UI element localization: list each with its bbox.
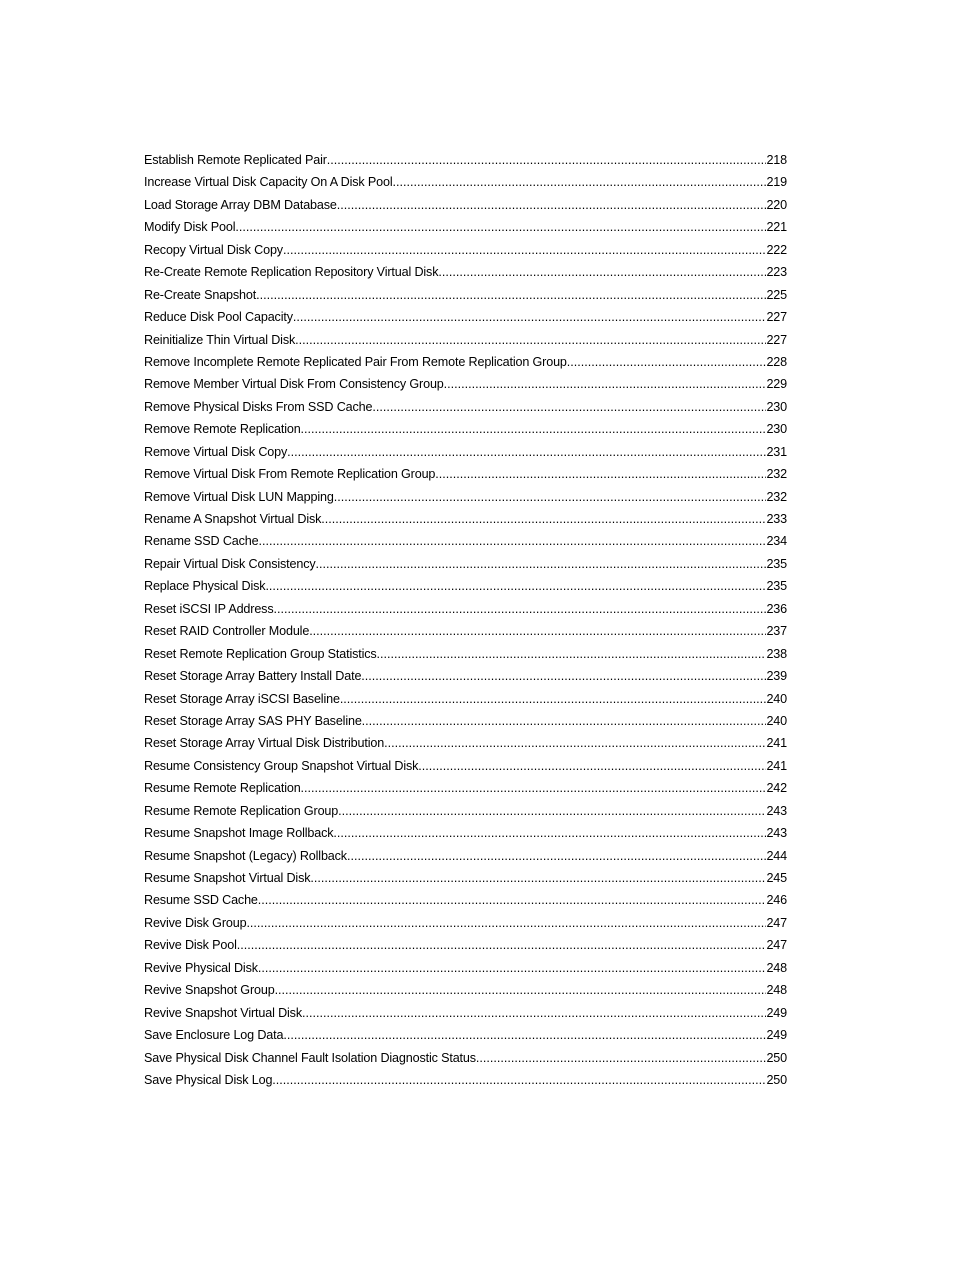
toc-entry-page-number[interactable]: 244: [766, 848, 787, 863]
toc-entry[interactable]: [144, 396, 787, 418]
toc-entry-title[interactable]: Reset Storage Array Virtual Disk Distribution: [144, 736, 385, 751]
toc-entry-page-number[interactable]: 241: [766, 758, 787, 773]
toc-dot-leader: [265, 575, 766, 597]
toc-entry[interactable]: [144, 934, 787, 956]
toc-entry-page-number[interactable]: 225: [766, 287, 787, 302]
toc-dot-leader: [435, 463, 766, 485]
toc-entry[interactable]: [144, 867, 787, 889]
toc-entry[interactable]: [144, 1069, 787, 1091]
toc-dot-leader: [567, 351, 767, 373]
toc-entry-page-number[interactable]: 250: [766, 1050, 787, 1065]
toc-entry-title[interactable]: Re-Create Remote Replication Repository Virtual Disk: [144, 265, 439, 280]
toc-entry[interactable]: [144, 710, 787, 732]
toc-entry-title[interactable]: Replace Physical Disk: [144, 579, 266, 594]
toc-entry-page-number[interactable]: 248: [766, 983, 787, 998]
toc-dot-leader: [438, 261, 766, 283]
toc-entry-page-number[interactable]: 234: [766, 534, 787, 549]
toc-dot-leader: [275, 979, 767, 1001]
toc-entry[interactable]: [144, 171, 787, 193]
toc-entry-title[interactable]: Revive Snapshot Virtual Disk: [144, 1005, 302, 1020]
toc-entry[interactable]: [144, 822, 787, 844]
toc-entry-page-number[interactable]: 230: [766, 422, 787, 437]
toc-dot-leader: [258, 889, 767, 911]
toc-entry-title[interactable]: Increase Virtual Disk Capacity On A Disk Pool: [144, 175, 393, 190]
toc-entry-title[interactable]: Reset Remote Replication Group Statistics: [144, 646, 377, 661]
toc-dot-leader: [338, 800, 766, 822]
toc-entry-title[interactable]: Resume Snapshot Virtual Disk: [144, 871, 311, 885]
toc-entry-title[interactable]: Establish Remote Replicated Pair: [144, 153, 327, 167]
toc-entry-title[interactable]: Remove Physical Disks From SSD Cache: [144, 399, 373, 414]
toc-entry-page-number[interactable]: 233: [766, 512, 787, 526]
toc-entry[interactable]: [144, 463, 787, 485]
toc-entry[interactable]: [144, 1002, 787, 1024]
toc-entry-page-number[interactable]: 230: [766, 399, 787, 414]
toc-entry-page-number[interactable]: 247: [766, 938, 787, 953]
toc-entry[interactable]: [144, 329, 787, 351]
toc-entry[interactable]: [144, 755, 787, 777]
toc-entry-page-number[interactable]: 219: [766, 175, 787, 190]
toc-entry-page-number[interactable]: 237: [766, 624, 787, 639]
toc-entry[interactable]: [144, 530, 787, 552]
toc-entry-page-number[interactable]: 243: [766, 826, 787, 841]
toc-entry-title[interactable]: Remove Member Virtual Disk From Consistency Group: [144, 377, 444, 392]
toc-dot-leader: [237, 934, 767, 956]
toc-dot-leader: [347, 845, 766, 867]
toc-entry[interactable]: [144, 284, 787, 306]
toc-dot-leader: [273, 598, 766, 620]
toc-entry[interactable]: [144, 1024, 787, 1046]
toc-entry[interactable]: [144, 351, 787, 373]
toc-entry-page-number[interactable]: 232: [766, 467, 787, 482]
toc-entry-title[interactable]: Repair Virtual Disk Consistency: [144, 556, 316, 571]
toc-entry[interactable]: [144, 306, 787, 328]
toc-entry-title[interactable]: Save Enclosure Log Data: [144, 1028, 284, 1043]
toc-entry-title[interactable]: Revive Disk Group: [144, 915, 247, 930]
toc-dot-leader: [316, 553, 767, 575]
toc-dot-leader: [377, 643, 767, 665]
toc-entry-title[interactable]: Reset Storage Array SAS PHY Baseline: [144, 713, 362, 728]
toc-entry-title[interactable]: Remove Virtual Disk From Remote Replication Group: [144, 467, 436, 482]
toc-dot-leader: [384, 732, 766, 754]
toc-dot-leader: [372, 396, 766, 418]
toc-entry[interactable]: [144, 845, 787, 867]
toc-entry-page-number[interactable]: 240: [766, 691, 787, 706]
toc-entry[interactable]: [144, 553, 787, 575]
toc-entry[interactable]: [144, 665, 787, 687]
toc-entry-page-number[interactable]: 221: [766, 220, 787, 235]
toc-entry[interactable]: [144, 643, 787, 665]
toc-dot-leader: [362, 710, 767, 732]
toc-entry[interactable]: [144, 261, 787, 283]
toc-entry-title[interactable]: Reduce Disk Pool Capacity: [144, 310, 293, 325]
toc-dot-leader: [235, 216, 766, 238]
toc-entry-page-number[interactable]: 222: [766, 242, 787, 257]
toc-dot-leader: [293, 306, 767, 328]
toc-entry-title[interactable]: Recopy Virtual Disk Copy: [144, 242, 283, 257]
toc-dot-leader: [340, 688, 767, 710]
toc-entry-page-number[interactable]: 227: [766, 310, 787, 325]
toc-entry-page-number[interactable]: 248: [766, 960, 787, 975]
toc-entry-page-number[interactable]: 236: [766, 601, 787, 616]
toc-dot-leader: [283, 239, 766, 261]
toc-entry[interactable]: [144, 979, 787, 1001]
toc-entry-title[interactable]: Modify Disk Pool: [144, 220, 236, 235]
toc-entry-page-number[interactable]: 220: [766, 197, 787, 212]
toc-entry[interactable]: [144, 149, 787, 171]
toc-entry[interactable]: [144, 800, 787, 822]
table-of-contents: [144, 149, 787, 1091]
toc-entry[interactable]: [144, 912, 787, 934]
toc-entry-page-number[interactable]: 250: [766, 1072, 787, 1087]
toc-entry-title[interactable]: Reset iSCSI IP Address: [144, 601, 274, 616]
toc-entry-page-number[interactable]: 242: [766, 781, 787, 796]
toc-entry[interactable]: [144, 575, 787, 597]
toc-dot-leader: [337, 194, 767, 216]
toc-entry[interactable]: [144, 194, 787, 216]
toc-dot-leader: [444, 373, 767, 395]
toc-dot-leader: [309, 620, 766, 642]
toc-entry[interactable]: [144, 1047, 787, 1069]
toc-entry-page-number[interactable]: 245: [766, 871, 787, 885]
toc-entry-title[interactable]: Resume Remote Replication: [144, 781, 301, 796]
toc-entry-title[interactable]: Save Physical Disk Channel Fault Isolation Diagnostic Status: [144, 1050, 476, 1065]
toc-entry[interactable]: [144, 889, 787, 911]
toc-entry-page-number[interactable]: 232: [766, 489, 787, 504]
toc-entry[interactable]: [144, 373, 787, 395]
toc-entry-page-number[interactable]: 239: [766, 669, 787, 684]
toc-entry-page-number[interactable]: 218: [766, 153, 787, 167]
toc-entry-title[interactable]: Rename SSD Cache: [144, 534, 259, 549]
toc-dot-leader: [321, 508, 766, 530]
toc-entry-title[interactable]: Reset Storage Array iSCSI Baseline: [144, 691, 340, 706]
toc-entry-page-number[interactable]: 235: [766, 556, 787, 571]
toc-entry[interactable]: [144, 239, 787, 261]
toc-entry-page-number[interactable]: 247: [766, 915, 787, 930]
toc-dot-leader: [283, 1024, 766, 1046]
toc-dot-leader: [334, 486, 767, 508]
toc-entry-title[interactable]: Reset RAID Controller Module: [144, 624, 310, 639]
toc-entry-page-number[interactable]: 229: [766, 377, 787, 392]
toc-entry-page-number[interactable]: 238: [766, 646, 787, 661]
toc-entry[interactable]: [144, 732, 787, 754]
toc-entry-title[interactable]: Resume Consistency Group Snapshot Virtual Disk: [144, 758, 419, 773]
toc-entry-title[interactable]: Remove Virtual Disk LUN Mapping: [144, 489, 334, 504]
toc-dot-leader: [246, 912, 766, 934]
toc-entry-title[interactable]: Resume Remote Replication Group: [144, 803, 339, 818]
toc-dot-leader: [418, 755, 766, 777]
toc-entry-page-number[interactable]: 240: [766, 713, 787, 728]
toc-dot-leader: [259, 530, 767, 552]
toc-entry[interactable]: [144, 957, 787, 979]
toc-dot-leader: [333, 822, 766, 844]
toc-entry-title[interactable]: Revive Snapshot Group: [144, 983, 275, 998]
toc-entry-title[interactable]: Save Physical Disk Log: [144, 1072, 273, 1087]
toc-entry-page-number[interactable]: 249: [766, 1028, 787, 1043]
toc-dot-leader: [327, 149, 767, 171]
toc-dot-leader: [258, 957, 767, 979]
toc-entry[interactable]: [144, 441, 787, 463]
toc-dot-leader: [301, 418, 767, 440]
toc-entry-page-number[interactable]: 228: [766, 354, 787, 369]
toc-dot-leader: [295, 329, 766, 351]
toc-entry-title[interactable]: Load Storage Array DBM Database: [144, 197, 337, 212]
toc-entry-title[interactable]: Remove Virtual Disk Copy: [144, 444, 288, 459]
toc-entry-title[interactable]: Remove Remote Replication: [144, 422, 301, 437]
toc-dot-leader: [302, 1002, 766, 1024]
toc-dot-leader: [256, 284, 766, 306]
toc-entry[interactable]: [144, 508, 787, 530]
toc-entry-page-number[interactable]: 243: [766, 803, 787, 818]
toc-entry[interactable]: [144, 486, 787, 508]
toc-entry-title[interactable]: Reinitialize Thin Virtual Disk: [144, 332, 296, 347]
toc-entry-title[interactable]: Revive Physical Disk: [144, 960, 258, 975]
toc-entry-title[interactable]: Resume Snapshot Image Rollback: [144, 826, 334, 841]
toc-entry-page-number[interactable]: 227: [766, 332, 787, 347]
toc-entry-page-number[interactable]: 249: [766, 1005, 787, 1020]
toc-dot-leader: [310, 867, 766, 889]
toc-entry-page-number[interactable]: 231: [766, 444, 787, 459]
toc-entry-title[interactable]: Rename A Snapshot Virtual Disk: [144, 512, 322, 526]
toc-entry[interactable]: [144, 216, 787, 238]
toc-entry[interactable]: [144, 598, 787, 620]
toc-entry-title[interactable]: Resume SSD Cache: [144, 893, 258, 908]
toc-dot-leader: [287, 441, 766, 463]
toc-entry-page-number[interactable]: 246: [766, 893, 787, 908]
toc-entry-title[interactable]: Revive Disk Pool: [144, 938, 237, 953]
toc-dot-leader: [393, 171, 767, 193]
toc-entry[interactable]: [144, 777, 787, 799]
toc-entry-page-number[interactable]: 223: [766, 265, 787, 280]
toc-entry-title[interactable]: Re-Create Snapshot: [144, 287, 257, 302]
toc-entry[interactable]: [144, 688, 787, 710]
toc-entry-page-number[interactable]: 235: [766, 579, 787, 594]
toc-entry-title[interactable]: Remove Incomplete Remote Replicated Pair From Remote Replication Group: [144, 354, 567, 369]
toc-entry-page-number[interactable]: 241: [766, 736, 787, 751]
toc-dot-leader: [361, 665, 766, 687]
toc-dot-leader: [301, 777, 767, 799]
toc-dot-leader: [476, 1047, 767, 1069]
toc-dot-leader: [272, 1069, 766, 1091]
toc-entry[interactable]: [144, 418, 787, 440]
toc-entry-title[interactable]: Resume Snapshot (Legacy) Rollback: [144, 848, 347, 863]
toc-entry-title[interactable]: Reset Storage Array Battery Install Date: [144, 669, 362, 684]
toc-entry[interactable]: [144, 620, 787, 642]
